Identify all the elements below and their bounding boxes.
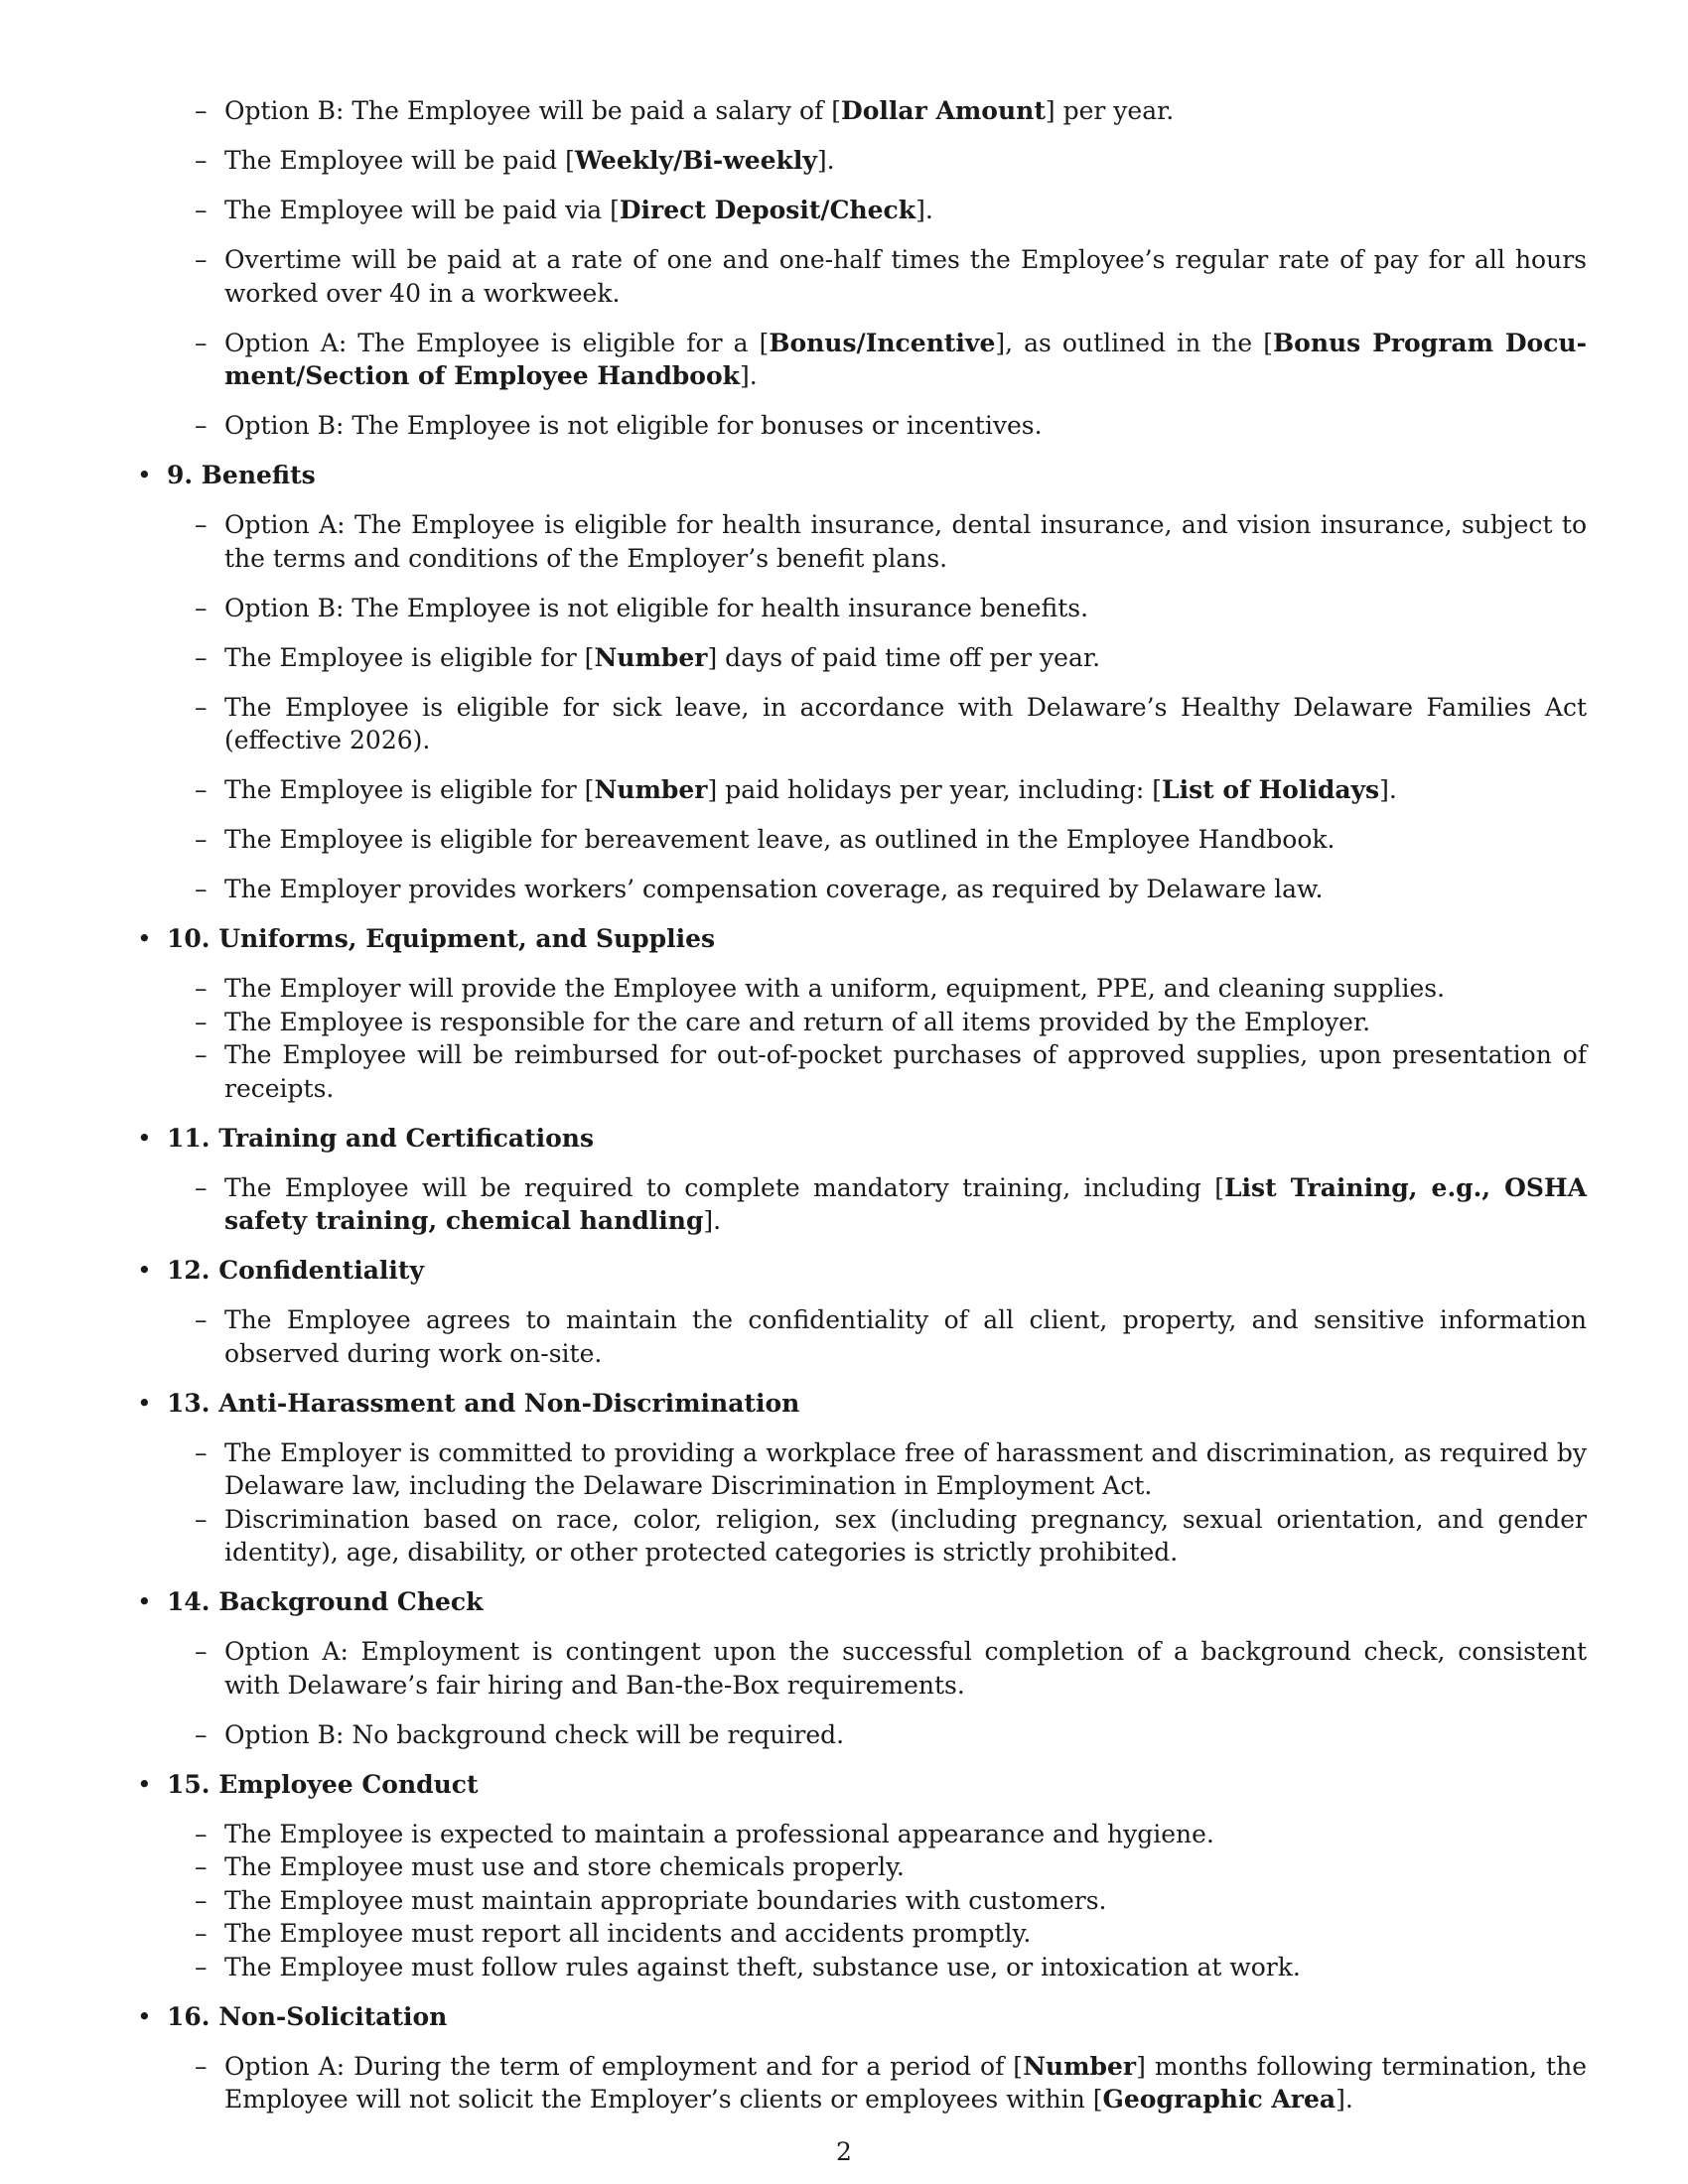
- uniforms-list: [195, 972, 1587, 1105]
- list-item: – The Employee is eligible for sick leave, in accordance with Delaware’s Healthy Delaware Families Act (effective 2026).: [195, 691, 1587, 757]
- training-list: [195, 1171, 1587, 1238]
- section-heading-employee-conduct: • 15. Employee Conduct: [137, 1768, 1587, 1802]
- list-item: – The Employee agrees to maintain the confidentiality of all client, property, and sensitive information observed during work on-site.: [195, 1303, 1587, 1370]
- list-item: – The Employer will provide the Employee with a uniform, equipment, PPE, and cleaning supplies.: [195, 972, 1587, 1006]
- list-item: – Discrimination based on race, color, religion, sex (including pregnancy, sexual orientation, and gender identity), age, disability, or other protected categories is strictly prohibited.: [195, 1503, 1587, 1570]
- list-item: – Option B: No background check will be required.: [195, 1718, 1587, 1752]
- list-item: – The Employee must use and store chemicals properly.: [195, 1850, 1587, 1884]
- employee-conduct-list: [195, 1818, 1587, 1984]
- benefits-list: [195, 508, 1587, 906]
- section-heading-confidentiality: • 12. Confidentiality: [137, 1254, 1587, 1288]
- non-solicitation-list: [195, 2050, 1587, 2116]
- list-item: – The Employee is responsible for the care and return of all items provided by the Employer.: [195, 1006, 1587, 1039]
- section-heading-background-check: • 14. Background Check: [137, 1585, 1587, 1619]
- list-item: – Overtime will be paid at a rate of one and one-half times the Employee’s regular rate of pay for all hours worked over 40 in a workweek.: [195, 243, 1587, 310]
- list-item: – Option A: The Employee is eligible for a [Bonus/Incentive], as outlined in the [Bonus Program Document/Section of Employee Handbook].: [195, 327, 1587, 393]
- list-item: – The Employee is eligible for [Number] days of paid time off per year.: [195, 641, 1587, 675]
- list-item: – The Employee must follow rules against theft, substance use, or intoxication at work.: [195, 1951, 1587, 1984]
- list-item: – Option B: The Employee is not eligible for bonuses or incentives.: [195, 409, 1587, 443]
- list-item: – The Employer is committed to providing a workplace free of harassment and discrimination, as required by Delaware law, including the Delaware Discrimination in Employment Act.: [195, 1436, 1587, 1503]
- list-item: – The Employee is eligible for [Number] paid holidays per year, including: [List of Holidays].: [195, 773, 1587, 807]
- document-body: [137, 94, 1587, 2132]
- list-item: – Option A: Employment is contingent upon the successful completion of a background check, consistent with Delaware’s fair hiring and Ban-the-Box requirements.: [195, 1635, 1587, 1702]
- list-item: – The Employee will be paid [Weekly/Bi-weekly].: [195, 144, 1587, 178]
- compensation-list: [195, 94, 1587, 443]
- confidentiality-list: [195, 1303, 1587, 1370]
- anti-harassment-list: [195, 1436, 1587, 1570]
- list-item: – The Employee will be paid via [Direct Deposit/Check].: [195, 194, 1587, 227]
- section-heading-anti-harassment: • 13. Anti-Harassment and Non-Discrimination: [137, 1387, 1587, 1421]
- list-item: – The Employee must report all incidents and accidents promptly.: [195, 1917, 1587, 1951]
- list-item: – The Employer provides workers’ compensation coverage, as required by Delaware law.: [195, 873, 1587, 906]
- list-item: – Option B: The Employee is not eligible for health insurance benefits.: [195, 592, 1587, 625]
- list-item: – The Employee is eligible for bereavement leave, as outlined in the Employee Handbook.: [195, 823, 1587, 857]
- list-item: – The Employee will be required to complete mandatory training, including [List Training, e.g., OSHA safety training, chemical handling].: [195, 1171, 1587, 1238]
- list-item: – The Employee must maintain appropriate boundaries with customers.: [195, 1884, 1587, 1918]
- list-item: – The Employee is expected to maintain a professional appearance and hygiene.: [195, 1818, 1587, 1851]
- list-item: – Option A: During the term of employment and for a period of [Number] months following termination, the Employee will not solicit the Employer’s clients or employees within [Geographic Area].: [195, 2050, 1587, 2116]
- background-check-list: [195, 1635, 1587, 1751]
- list-item: – Option B: The Employee will be paid a salary of [Dollar Amount] per year.: [195, 94, 1587, 128]
- section-heading-non-solicitation: • 16. Non-Solicitation: [137, 2000, 1587, 2034]
- section-heading-benefits: • 9. Benefits: [137, 459, 1587, 492]
- list-item: – The Employee will be reimbursed for out-of-pocket purchases of approved supplies, upon presentation of receipts.: [195, 1038, 1587, 1105]
- section-heading-uniforms: • 10. Uniforms, Equipment, and Supplies: [137, 922, 1587, 956]
- section-heading-training: • 11. Training and Certifications: [137, 1122, 1587, 1156]
- list-item: – Option A: The Employee is eligible for health insurance, dental insurance, and vision insurance, subject to the terms and conditions of the Employer’s benefit plans.: [195, 508, 1587, 575]
- page-number: 2: [836, 2137, 852, 2166]
